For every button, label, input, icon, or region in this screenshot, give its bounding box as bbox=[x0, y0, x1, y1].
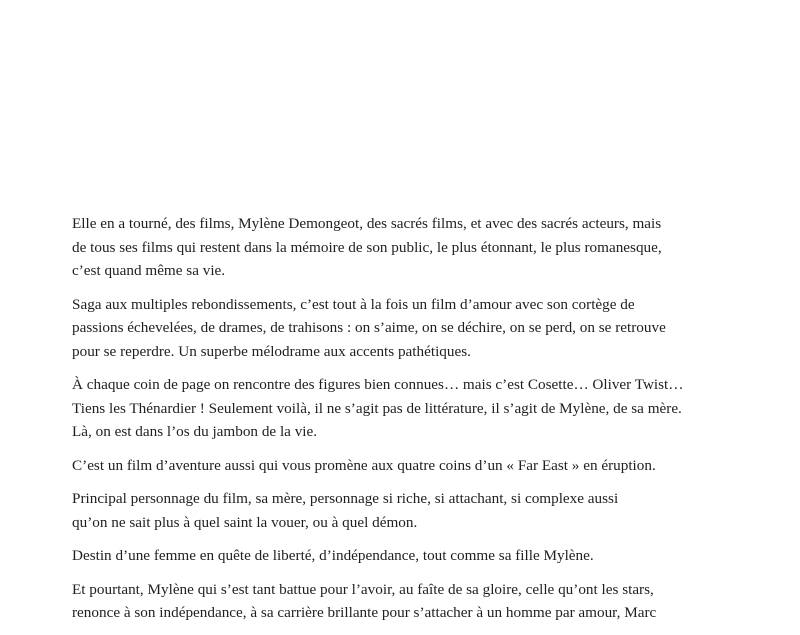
text-line: de tous ses films qui restent dans la mémoire de son public, le plus étonnant, le plus romanesque, bbox=[72, 238, 662, 256]
paragraph-6 bbox=[72, 544, 712, 568]
text-line: Et pourtant, Mylène qui s’est tant battue pour l’avoir, au faîte de sa gloire, celle qu’ont les stars, bbox=[72, 580, 654, 598]
paragraph-7 bbox=[72, 578, 712, 625]
text-line: Là, on est dans l’os du jambon de la vie. bbox=[72, 423, 318, 440]
text-line: renonce à son indépendance, à sa carrière brillante pour s’attacher à un homme par amour, Marc bbox=[72, 604, 657, 621]
paragraph-5 bbox=[72, 487, 712, 534]
text-line: Principal personnage du film, sa mère, personnage si riche, si attachant, si complexe aussi bbox=[72, 490, 619, 507]
text-line: À chaque coin de page on rencontre des figures bien connues… mais c’est Cosette… Oliver Twist… bbox=[72, 376, 684, 393]
paragraph-3 bbox=[72, 373, 712, 444]
paragraph-1 bbox=[72, 212, 712, 283]
text-line: Destin d’une femme en quête de liberté, d’indépendance, tout comme sa fille Mylène. bbox=[72, 547, 594, 564]
paragraph-4 bbox=[72, 454, 712, 478]
text-line: passions échevelées, de drames, de trahisons : on s’aime, on se déchire, on se perd, on se retrouve bbox=[72, 319, 666, 336]
text-line: c’est quand même sa vie. bbox=[72, 262, 226, 279]
text-line: Saga aux multiples rebondissements, c’est tout à la fois un film d’amour avec son cortège de bbox=[72, 295, 635, 313]
text-line: Elle en a tourné, des films, Mylène Demongeot, des sacrés films, et avec des sacrés acteurs, mais bbox=[72, 215, 662, 232]
body-text bbox=[72, 212, 712, 635]
paragraph-2 bbox=[72, 293, 712, 364]
text-line: qu’on ne sait plus à quel saint la vouer, ou à quel démon. bbox=[72, 513, 418, 531]
text-line: C’est un film d’aventure aussi qui vous promène aux quatre coins d’un « Far East » en éruption. bbox=[72, 456, 656, 474]
text-line: Tiens les Thénardier ! Seulement voilà, il ne s’agit pas de littérature, il s’agit de Mylène, de sa mère. bbox=[72, 399, 682, 417]
text-line: pour se reperdre. Un superbe mélodrame aux accents pathétiques. bbox=[72, 342, 471, 360]
